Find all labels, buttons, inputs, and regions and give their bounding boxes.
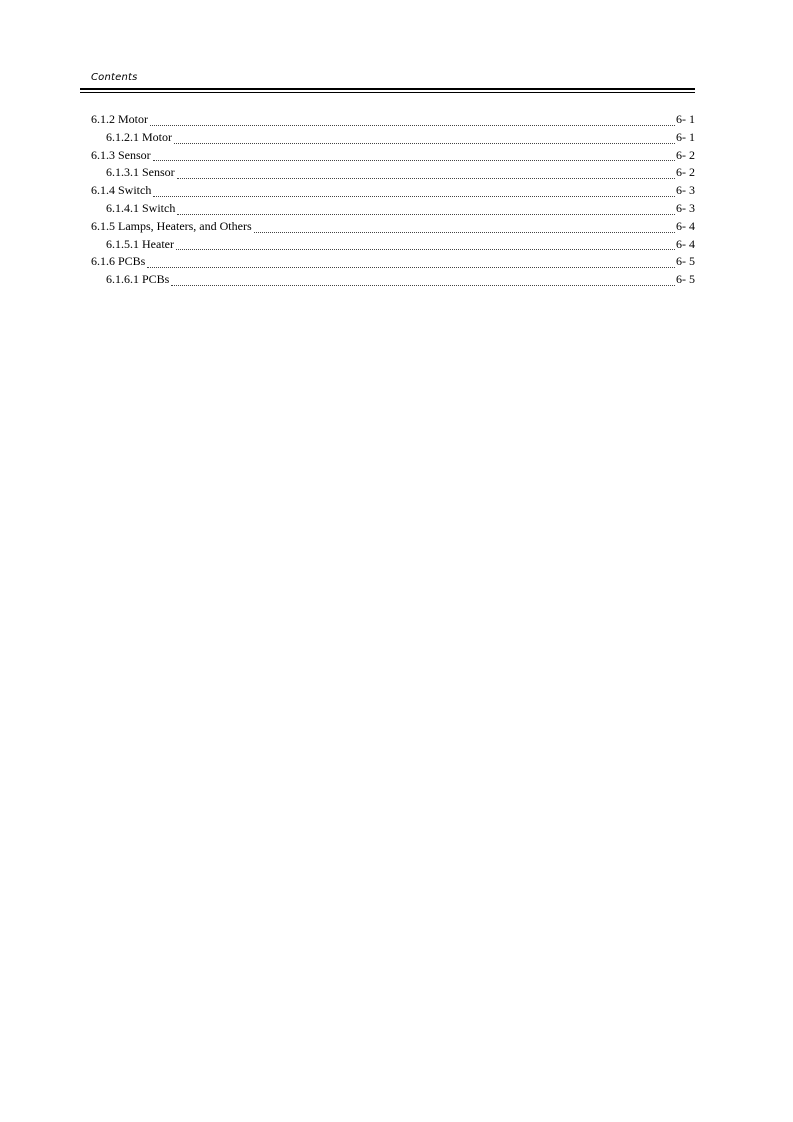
toc-entry-page: 6- 2 [676, 147, 695, 162]
toc-entry-label: 6.1.6 PCBs [91, 254, 146, 269]
toc-entry-page: 6- 3 [676, 200, 695, 215]
toc-entry-label: 6.1.3.1 Sensor [106, 165, 175, 180]
toc-entry[interactable] [91, 271, 695, 289]
toc-entry-page: 6- 1 [676, 112, 695, 126]
toc-entry[interactable] [91, 236, 695, 254]
toc-entry[interactable] [91, 253, 695, 271]
toc-entry-label: 6.1.2.1 Motor [106, 129, 172, 144]
toc-entry-label: 6.1.2 Motor [91, 112, 148, 126]
header-rule-thin [80, 92, 695, 93]
toc-entry-page: 6- 4 [676, 218, 695, 233]
toc-entry-page: 6- 5 [676, 254, 695, 269]
toc-entry-label: 6.1.6.1 PCBs [106, 272, 170, 287]
toc-entry-page: 6- 4 [676, 236, 695, 251]
toc-entry[interactable] [91, 164, 695, 182]
toc-entry[interactable] [91, 129, 695, 147]
toc-dot-leader [177, 214, 675, 215]
toc-dot-leader [147, 267, 675, 268]
toc-entry[interactable] [91, 182, 695, 200]
toc-entry[interactable] [91, 111, 695, 129]
toc-dot-leader [153, 160, 675, 161]
toc-entry-page: 6- 1 [676, 129, 695, 144]
toc-dot-leader [177, 178, 675, 179]
toc-entry[interactable] [91, 218, 695, 236]
toc-entry-page: 6- 5 [676, 272, 695, 287]
toc-dot-leader [153, 196, 675, 197]
header-title: Contents [91, 72, 138, 83]
toc-dot-leader [176, 249, 675, 250]
toc-entry[interactable] [91, 200, 695, 218]
toc-entry-page: 6- 3 [676, 183, 695, 198]
toc-dot-leader [150, 125, 675, 126]
toc-entry-label: 6.1.5.1 Heater [106, 236, 174, 251]
toc-entry[interactable] [91, 147, 695, 165]
table-of-contents [91, 111, 695, 289]
toc-dot-leader [171, 285, 675, 286]
toc-entry-page: 6- 2 [676, 165, 695, 180]
toc-entry-label: 6.1.5 Lamps, Heaters, and Others [91, 218, 252, 233]
toc-dot-leader [254, 232, 675, 233]
toc-entry-label: 6.1.4.1 Switch [106, 200, 176, 215]
header-rule-thick [80, 88, 695, 90]
toc-entry-label: 6.1.4 Switch [91, 183, 152, 198]
toc-dot-leader [174, 143, 675, 144]
toc-entry-label: 6.1.3 Sensor [91, 147, 151, 162]
